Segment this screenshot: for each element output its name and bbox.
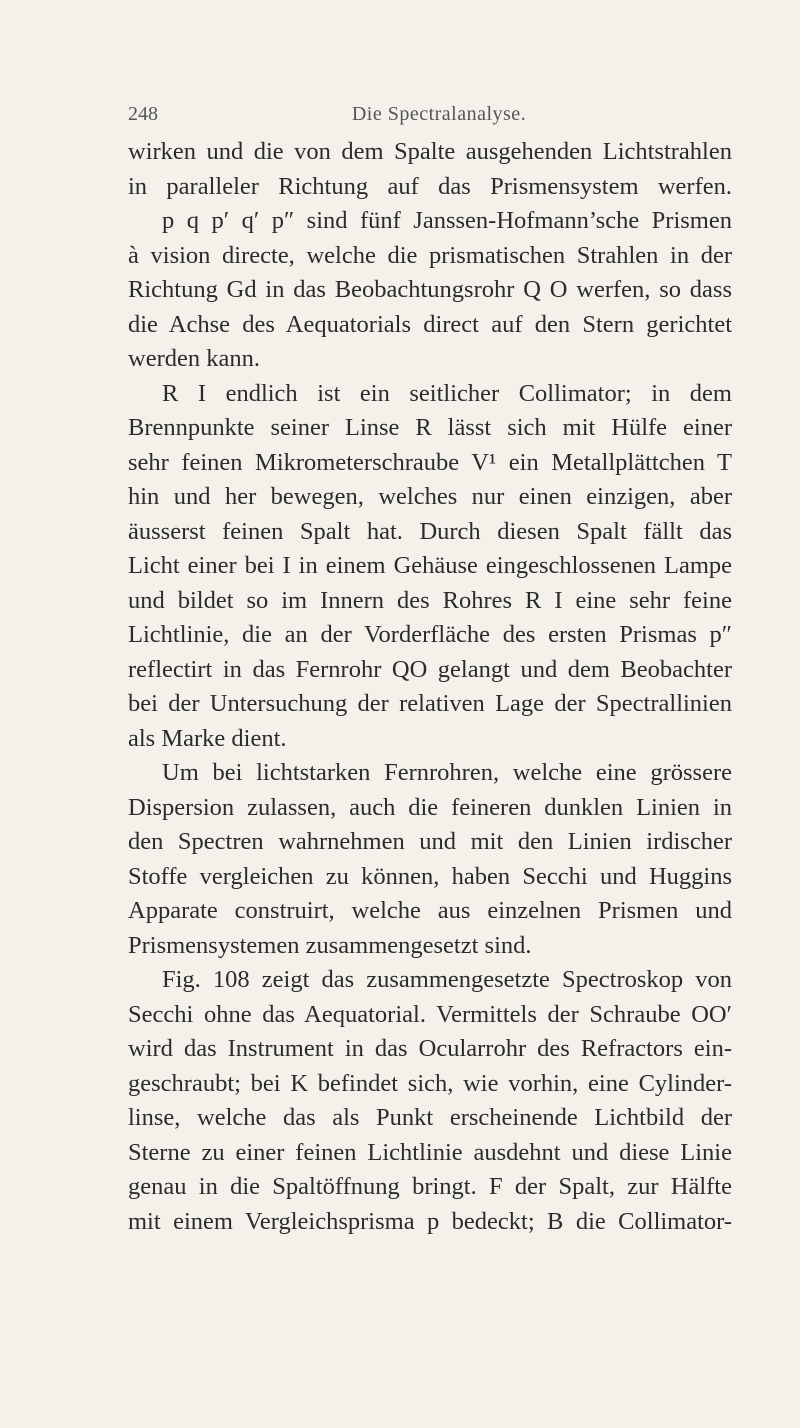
text-line: als Marke dient. <box>128 724 287 752</box>
text-line: äusserst feinen Spalt hat. Durch diesen Spalt fällt das <box>128 517 732 545</box>
text-line: linse, welche das als Punkt erscheinende Lichtbild der <box>128 1104 732 1131</box>
text-line: Licht einer bei I in einem Gehäuse eingeschlossenen Lampe <box>128 552 732 579</box>
text-line: Lichtlinie, die an der Vorderfläche des ersten Prismas p″ <box>128 621 732 648</box>
page-number: 248 <box>128 103 158 125</box>
text-line: R I endlich ist ein seitlicher Collimator; in dem <box>162 379 732 407</box>
text-line: Brennpunkte seiner Linse R lässt sich mit Hülfe einer <box>128 414 732 441</box>
text-line: und bildet so im Innern des Rohres R I eine sehr feine <box>128 586 732 614</box>
text-line: Apparate construirt, welche aus einzelnen Prismen und <box>128 897 732 924</box>
text-line: sehr feinen Mikrometerschraube V¹ ein Metallplättchen T <box>128 448 732 476</box>
text-line: bei der Untersuchung der relativen Lage der Spectrallinien <box>128 690 732 717</box>
text-line: wirken und die von dem Spalte ausgehenden Lichtstrahlen <box>128 138 732 165</box>
text-line: Prismensystemen zusammengesetzt sind. <box>128 931 532 959</box>
text-line: Dispersion zulassen, auch die feineren dunklen Linien in <box>128 793 732 821</box>
text-line: die Achse des Aequatorials direct auf den Stern gerichtet <box>128 310 732 338</box>
text-line: Secchi ohne das Aequatorial. Vermittels der Schraube OO′ <box>128 1000 732 1028</box>
text-line: Sterne zu einer feinen Lichtlinie ausdehnt und diese Linie <box>128 1138 732 1166</box>
text-line: p q p′ q′ p″ sind fünf Janssen-Hofmann’sche Prismen <box>162 207 732 234</box>
text-line: Stoffe vergleichen zu können, haben Secchi und Huggins <box>128 862 732 890</box>
text-line: Fig. 108 zeigt das zusammengesetzte Spectroskop von <box>162 966 732 993</box>
text-line: reflectirt in das Fernrohr QO gelangt und dem Beobachter <box>128 655 732 683</box>
text-line: Um bei lichtstarken Fernrohren, welche eine grössere <box>162 759 732 786</box>
running-title: Die Spectralanalyse. <box>351 103 527 125</box>
text-line: den Spectren wahrnehmen und mit den Linien irdischer <box>128 828 732 855</box>
text-line: mit einem Vergleichsprisma p bedeckt; B die Collimator- <box>128 1207 732 1235</box>
page-header <box>128 103 750 133</box>
text-line: werden kann. <box>128 345 260 372</box>
text-line: geschraubt; bei K befindet sich, wie vorhin, eine Cylinder- <box>128 1069 732 1097</box>
text-line: Richtung Gd in das Beobachtungsrohr Q O werfen, so dass <box>128 276 732 303</box>
text-line: in paralleler Richtung auf das Prismensystem werfen. <box>128 172 732 200</box>
body-text <box>128 135 732 1239</box>
text-line: wird das Instrument in das Ocularrohr des Refractors ein- <box>128 1035 732 1062</box>
text-line: hin und her bewegen, welches nur einen einzigen, aber <box>128 483 732 510</box>
text-line: à vision directe, welche die prismatischen Strahlen in der <box>128 241 732 269</box>
text-line: genau in die Spaltöffnung bringt. F der Spalt, zur Hälfte <box>128 1173 732 1200</box>
